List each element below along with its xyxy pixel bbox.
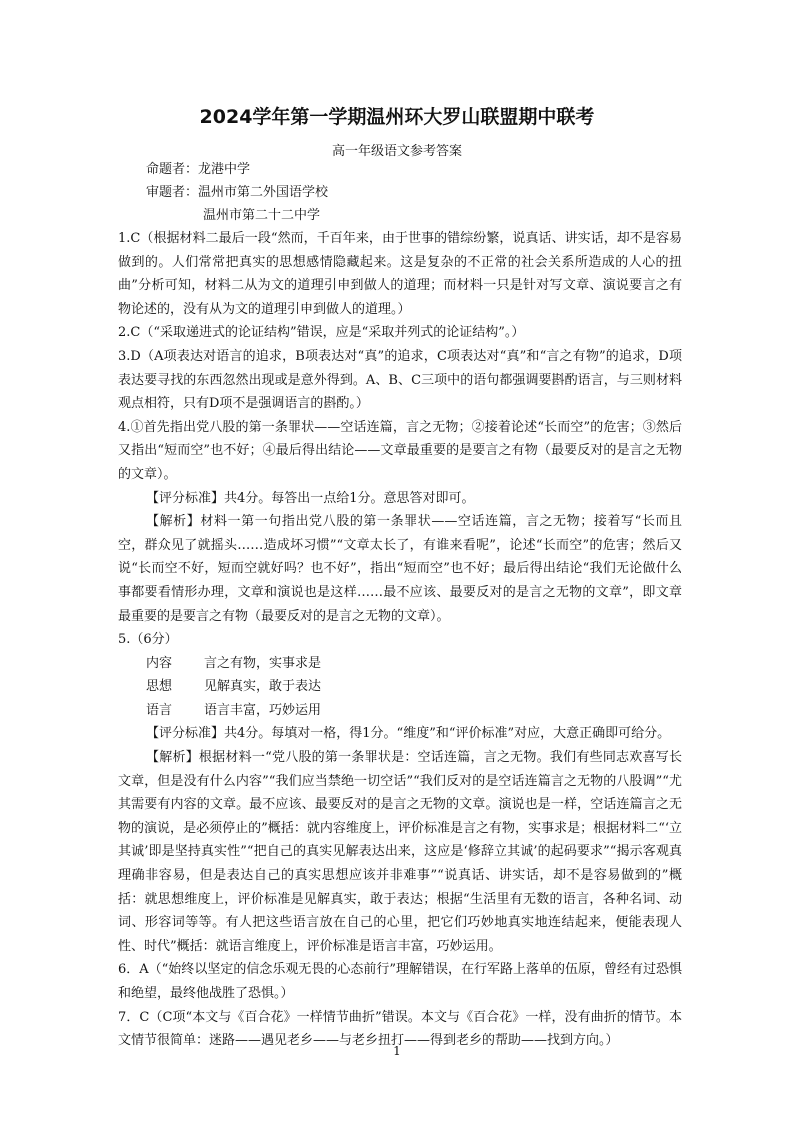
answer-q1: 1.C（根据材料二最后一段“然而，千百年来，由于世事的错综纷繁，说真话、讲实话，却不是容易做到的。人们常常把真实的思想感情隐藏起来。这是复杂的不正常的社会关系所造成的人心的扭曲”分析可知，材料二从为文的道理引申到做人的道理；而材料一只是针对写文章、演说要言之有物论述的，没有从为文的道理引申到做人的道理。） (118, 231, 682, 317)
page-subtitle: 高一年级语文参考答案 (331, 144, 462, 159)
answer-q2: 2.C（“采取递进式的论证结构”错误，应是“采取并列式的论证结构”。） (118, 325, 525, 341)
page-title: 2024学年第一学期温州环大罗山联盟期中联考 (199, 106, 595, 128)
page-number: 1 (393, 1044, 401, 1058)
q5-scoring-standard: 【评分标准】共4分。每填对一格，得1分。“维度”和“评价标准”对应，大意正确即可给分。 (146, 726, 671, 742)
q5-analysis: 【解析】根据材料一“党八股的第一条罪状是：空话连篇，言之无物。我们有些同志欢喜写长文章，但是没有什么内容”“我们应当禁绝一切空话”“我们反对的是空话连篇言之无物的八股调”“尤其需要有内容的文章。最不应该、最要反对的是言之无物的文章。演说也是一样，空话连篇言之无物的演说，是必须停止的”概括：就内容维度上，评价标准是言之有物，实事求是；根据材料二“‘立其诚’即是坚持真实性”“把自己的真实见解表达出来，这应是‘修辞立其诚’的起码要求”“揭示客观真理确非容易，但是表达自己的真实思想应该并非难事”“说真话、讲实话，却不是容易做到的”概括：就思想维度上，评价标准是见解真实，敢于表达；根据“生活里有无数的语言，各种名词、动词、形容词等等。有人把这些语言放在自己的心里，把它们巧妙地真实地连结起来，便能表现人性、时代”概括：就语言维度上，评价标准是语言丰富，巧妙运用。 (118, 750, 682, 954)
q5-row-thought: 思想 见解真实，敢于表达 (146, 679, 322, 695)
answer-q3: 3.D（A项表达对语言的追求，B项表达对“真”的追求，C项表达对“真”和“言之有物”的追求，D项表达要寻找的东西忽然出现或是意外得到。A、B、C三项中的语句都强调要斟酌语言，与三则材料观点相符，只有D项不是强调语言的斟酌。） (118, 348, 682, 412)
q4-scoring-standard: 【评分标准】共4分。每答出一点给1分。意思答对即可。 (146, 490, 475, 506)
answer-q5: 5.（6分） (118, 632, 178, 648)
q5-row-content: 内容 言之有物，实事求是 (146, 655, 322, 671)
reviewer-line: 审题者：温州市第二外国语学校 (146, 185, 329, 200)
q5-row-language: 语言 语言丰富，巧妙运用 (146, 702, 322, 718)
answer-q7: 7．C（C项“本文与《百合花》一样情节曲折”错误。本文与《百合花》一样，没有曲折的情节。本文情节很简单：迷路——遇见老乡——与老乡扭打——得到老乡的帮助——找到方向。） (118, 1009, 682, 1049)
setter-line: 命题者：龙港中学 (146, 162, 251, 177)
q4-analysis: 【解析】材料一第一句指出党八股的第一条罪状——空话连篇，言之无物；接着写“长而且空，群众见了就摇头……造成坏习惯”“文章太长了，有谁来看呢”，论述“长而空”的危害；然后又说“长而空不好，短而空就好吗？也不好”，指出“短而空”也不好；最后得出结论“我们无论做什么事都要看情形办理，文章和演说也是这样……最不应该、最要反对的是言之无物的文章”，即文章最重要的是要言之有物（最要反对的是言之无物的文章）。 (118, 514, 682, 624)
answer-q6: 6．A（“始终以坚定的信念乐观无畏的心态前行”理解错误，在行军路上落单的伍原，曾经有过恐惧和绝望，最终他战胜了恐惧。） (118, 962, 682, 1001)
answer-q4: 4.①首先指出党八股的第一条罪状——空话连篇，言之无物；②接着论述“长而空”的危害；③然后又指出“短而空”也不好；④最后得出结论——文章最重要的是要言之有物（最要反对的是言之无物的文章）。 (118, 419, 682, 482)
reviewer-line-2: 温州市第二十二中学 (203, 208, 321, 223)
answer-body (118, 227, 682, 1053)
